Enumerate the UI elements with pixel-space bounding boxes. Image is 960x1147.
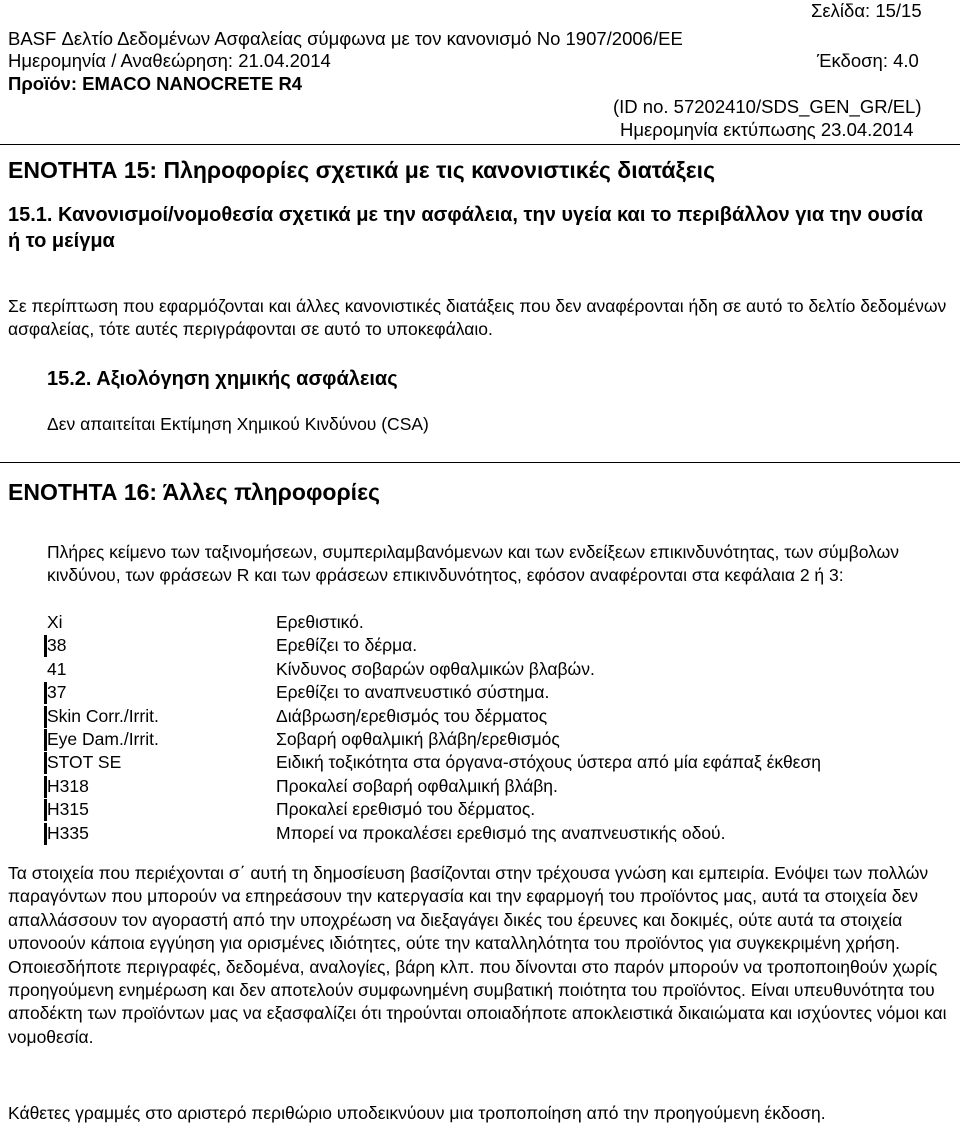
legend-code: 41 (47, 658, 67, 679)
section-15-1-text: Σε περίπτωση που εφαρμόζονται και άλλες κανονιστικές διατάξεις που δεν αναφέρονται ήδη σε αυτό το δελτίο δεδομένων ασφαλείας, τότε αυτές περιγράφονται σε αυτό το υποκεφάλαιο. (8, 296, 947, 340)
hazard-legend (47, 611, 947, 845)
section-16-title: ΕΝΟΤΗΤΑ 16: Άλλες πληροφορίες (8, 479, 380, 505)
legend-row (47, 728, 947, 751)
legend-code: Skin Corr./Irrit. (47, 705, 159, 726)
legend-row (47, 634, 947, 657)
legend-text: Προκαλεί σοβαρή οφθαλμική βλάβη. (276, 775, 558, 796)
legend-row (47, 751, 947, 774)
legend-text: Προκαλεί ερεθισμό του δέρματος. (276, 799, 536, 820)
legend-code: 37 (47, 682, 67, 703)
legend-code: Eye Dam./Irrit. (47, 728, 159, 749)
header-print-date: Ημερομηνία εκτύπωσης 23.04.2014 (620, 119, 914, 140)
legend-row (47, 798, 947, 821)
section-15-title: ΕΝΟΤΗΤΑ 15: Πληροφορίες σχετικά με τις κανονιστικές διατάξεις (8, 157, 716, 183)
header-revision-date: Ημερομηνία / Αναθεώρηση: 21.04.2014 (8, 50, 331, 71)
legend-text: Κίνδυνος σοβαρών οφθαλμικών βλαβών. (276, 658, 595, 679)
legend-code: Xi (47, 612, 63, 632)
legend-text: Ερεθίζει το δέρμα. (276, 635, 418, 656)
section-15-2-title: 15.2. Αξιολόγηση χημικής ασφάλειας (47, 368, 398, 390)
legend-text: Ειδική τοξικότητα στα όργανα-στόχους ύστερα από μία εφάπαξ έκθεση (276, 752, 822, 773)
legend-text: Ερεθιστικό. (276, 612, 364, 632)
section-16-top-rule (0, 462, 960, 463)
legend-text: Μπορεί να προκαλέσει ερεθισμό της αναπνευστικής οδού. (276, 822, 726, 843)
header-version: Έκδοση: 4.0 (817, 50, 919, 71)
header-page-number: Σελίδα: 15/15 (811, 0, 922, 21)
legend-row (47, 658, 947, 681)
section-15-2-text: Δεν απαιτείται Εκτίμηση Χημικού Κινδύνου (CSA) (47, 414, 429, 434)
legend-row (47, 822, 947, 845)
legend-code: H315 (47, 799, 89, 820)
disclaimer-text: Τα στοιχεία που περιέχονται σ΄ αυτή τη δημοσίευση βασίζονται στην τρέχουσα γνώση και εμπειρία. Ενόψει των πολλών παραγόντων που μπορούν να επηρεάσουν την κατεργασία και την εφαρμογή του προϊόντος μας, αυτά τα στοιχεία δεν απαλλάσσουν τον αγοραστή από την υποχρέωση να διεξαγάγει δικές του έρευνες και δοκιμές, ούτε αυτά τα στοιχεία υπονοούν κάποια εγγύηση για ορισμένες ιδιότητες, ούτε την καταλληλότητα του προϊόντος για συγκεκριμένη χρήση. Οποιεσδήποτε περιγραφές, δεδομένα, αναλογίες, βάρη κλπ. που δίνονται στο παρόν μπορούν να τροποποιηθούν χωρίς προηγούμενη ενημέρωση και δεν αποτελούν συμφωνημένη συμβατική ποιότητα του προϊόντος. Είναι υπευθυνότητα του αποδέκτη των προϊόντων μας να εξασφαλίζει ότι τηρούνται οποιαδήποτε αποκλειστικά δικαιώματα και ισχύοντες νόμοι και νομοθεσία. (8, 863, 947, 1047)
legend-code: H335 (47, 822, 89, 843)
legend-row (47, 611, 947, 634)
revision-footer-note: Κάθετες γραμμές στο αριστερό περιθώριο υποδεικνύουν μια τροποποίηση από την προηγούμενη έκδοση. (8, 1103, 826, 1123)
legend-row (47, 681, 947, 704)
legend-code: 38 (47, 635, 67, 656)
section-15-top-rule (0, 144, 960, 145)
legend-text: Διάβρωση/ερεθισμός του δέρματος (276, 705, 548, 726)
legend-code: H318 (47, 775, 89, 796)
header-product: Προϊόν: EMACO NANOCRETE R4 (8, 73, 303, 94)
section-16-intro: Πλήρες κείμενο των ταξινομήσεων, συμπεριλαμβανόμενων και των ενδείξεων επικινδυνότητας, των σύμβολων κινδύνου, των φράσεων R και των φράσεων επικινδυνότητος, εφόσον αναφέρονται στα κεφάλαια 2 ή 3: (47, 542, 900, 586)
legend-text: Ερεθίζει το αναπνευστικό σύστημα. (276, 682, 550, 703)
header-id-number: (ID no. 57202410/SDS_GEN_GR/EL) (613, 96, 922, 117)
legend-text: Σοβαρή οφθαλμική βλάβη/ερεθισμός (276, 728, 560, 749)
legend-row (47, 705, 947, 728)
legend-code: STOT SE (47, 752, 122, 773)
header-title: BASF Δελτίο Δεδομένων Ασφαλείας σύμφωνα με τον κανονισμό No 1907/2006/ΕΕ (8, 28, 683, 49)
section-15-1-title: 15.1. Κανονισμοί/νομοθεσία σχετικά με την ασφάλεια, την υγεία και το περιβάλλον για την ουσία ή το μείγμα (8, 204, 923, 252)
legend-row (47, 775, 947, 798)
